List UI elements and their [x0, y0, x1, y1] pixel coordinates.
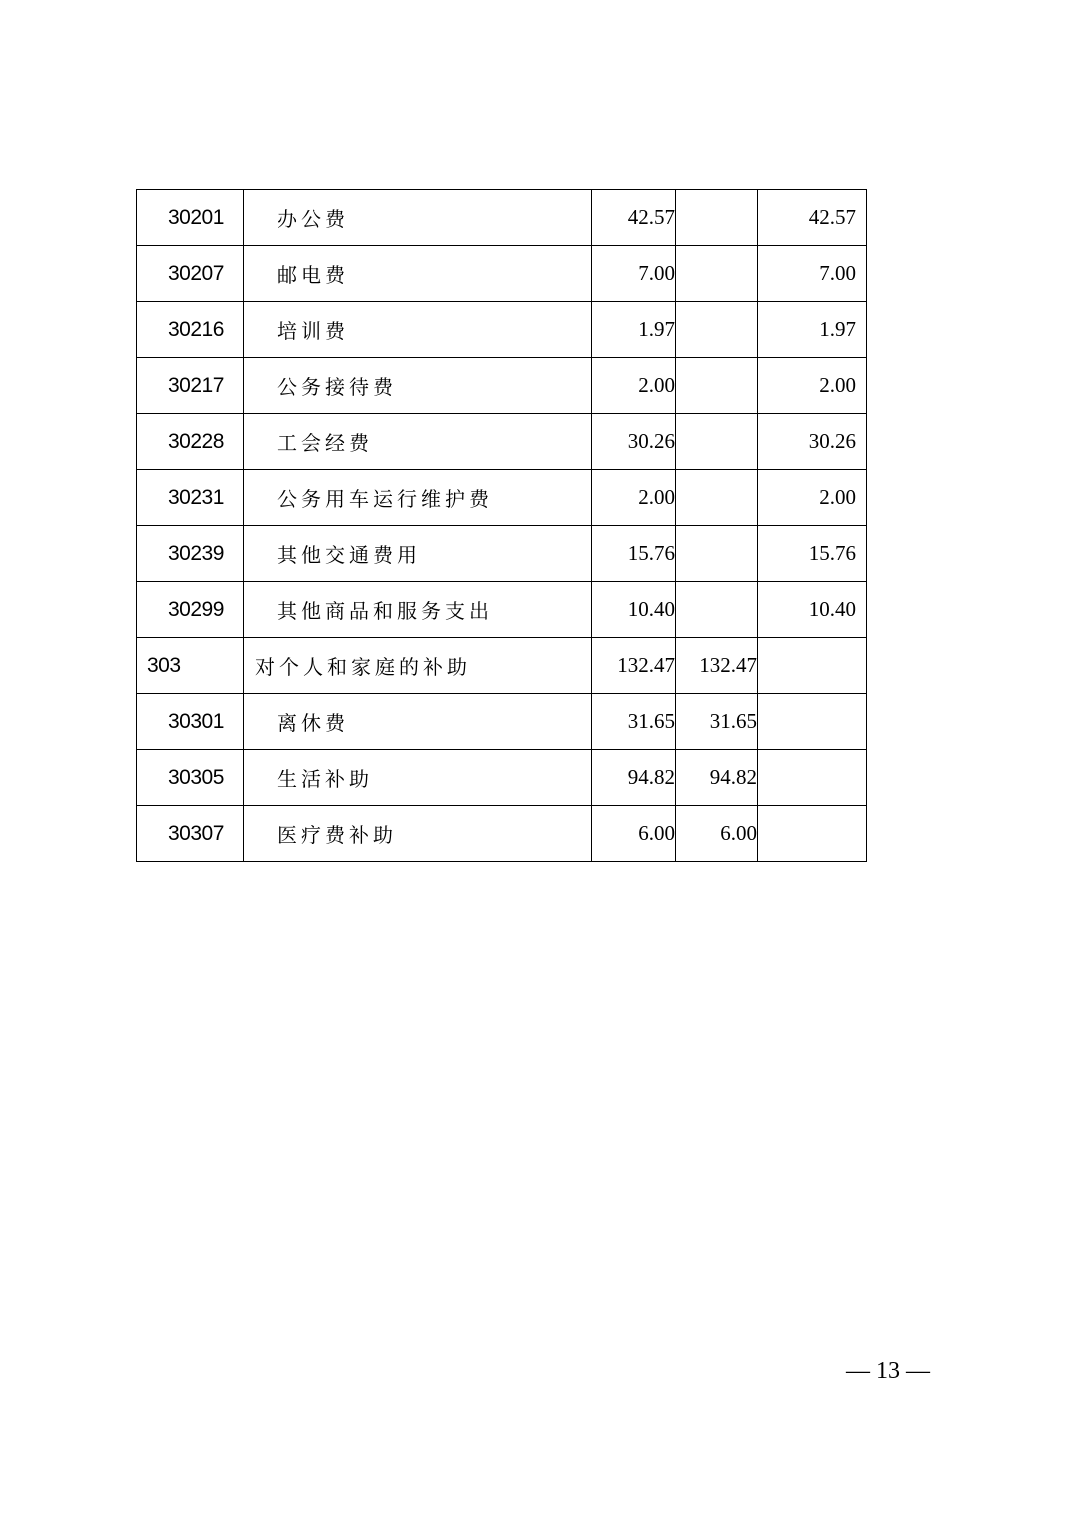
project-expenditure-cell: 30.26 [758, 414, 867, 470]
total-amount-cell: 31.65 [592, 694, 676, 750]
account-name-cell: 离休费 [244, 694, 592, 750]
account-name-cell: 对个人和家庭的补助 [244, 638, 592, 694]
total-amount-cell: 1.97 [592, 302, 676, 358]
table-row [137, 358, 867, 414]
basic-expenditure-cell [676, 414, 758, 470]
table-row [137, 582, 867, 638]
basic-expenditure-cell [676, 358, 758, 414]
project-expenditure-cell: 2.00 [758, 470, 867, 526]
account-code-cell: 30207 [137, 246, 244, 302]
project-expenditure-cell [758, 750, 867, 806]
table-row [137, 470, 867, 526]
table-row [137, 190, 867, 246]
table-row [137, 526, 867, 582]
total-amount-cell: 15.76 [592, 526, 676, 582]
project-expenditure-cell: 2.00 [758, 358, 867, 414]
account-code-cell: 30299 [137, 582, 244, 638]
project-expenditure-cell: 42.57 [758, 190, 867, 246]
account-code-cell: 30301 [137, 694, 244, 750]
total-amount-cell: 94.82 [592, 750, 676, 806]
basic-expenditure-cell: 31.65 [676, 694, 758, 750]
account-code-cell: 30231 [137, 470, 244, 526]
expenditure-table [136, 189, 867, 862]
account-name-cell: 公务接待费 [244, 358, 592, 414]
project-expenditure-cell [758, 638, 867, 694]
total-amount-cell: 2.00 [592, 358, 676, 414]
account-name-cell: 办公费 [244, 190, 592, 246]
project-expenditure-cell: 1.97 [758, 302, 867, 358]
basic-expenditure-cell: 132.47 [676, 638, 758, 694]
project-expenditure-cell: 15.76 [758, 526, 867, 582]
basic-expenditure-cell [676, 246, 758, 302]
project-expenditure-cell [758, 694, 867, 750]
basic-expenditure-cell: 94.82 [676, 750, 758, 806]
table-body [137, 190, 867, 862]
account-code-cell: 303 [137, 638, 244, 694]
total-amount-cell: 7.00 [592, 246, 676, 302]
table-row [137, 694, 867, 750]
basic-expenditure-cell [676, 470, 758, 526]
table-row [137, 302, 867, 358]
project-expenditure-cell [758, 806, 867, 862]
project-expenditure-cell: 7.00 [758, 246, 867, 302]
account-name-cell: 培训费 [244, 302, 592, 358]
basic-expenditure-cell [676, 526, 758, 582]
table-row [137, 806, 867, 862]
total-amount-cell: 2.00 [592, 470, 676, 526]
account-code-cell: 30201 [137, 190, 244, 246]
total-amount-cell: 30.26 [592, 414, 676, 470]
table-row [137, 246, 867, 302]
project-expenditure-cell: 10.40 [758, 582, 867, 638]
account-name-cell: 其他商品和服务支出 [244, 582, 592, 638]
total-amount-cell: 10.40 [592, 582, 676, 638]
account-code-cell: 30216 [137, 302, 244, 358]
account-code-cell: 30305 [137, 750, 244, 806]
account-name-cell: 生活补助 [244, 750, 592, 806]
account-name-cell: 医疗费补助 [244, 806, 592, 862]
account-name-cell: 其他交通费用 [244, 526, 592, 582]
basic-expenditure-cell: 6.00 [676, 806, 758, 862]
total-amount-cell: 132.47 [592, 638, 676, 694]
account-name-cell: 工会经费 [244, 414, 592, 470]
account-code-cell: 30228 [137, 414, 244, 470]
basic-expenditure-cell [676, 302, 758, 358]
account-code-cell: 30307 [137, 806, 244, 862]
basic-expenditure-cell [676, 190, 758, 246]
page-number: — 13 — [846, 1358, 930, 1384]
total-amount-cell: 42.57 [592, 190, 676, 246]
basic-expenditure-cell [676, 582, 758, 638]
table-row [137, 750, 867, 806]
account-name-cell: 邮电费 [244, 246, 592, 302]
account-code-cell: 30239 [137, 526, 244, 582]
total-amount-cell: 6.00 [592, 806, 676, 862]
account-code-cell: 30217 [137, 358, 244, 414]
account-name-cell: 公务用车运行维护费 [244, 470, 592, 526]
table-row [137, 414, 867, 470]
table-row [137, 638, 867, 694]
